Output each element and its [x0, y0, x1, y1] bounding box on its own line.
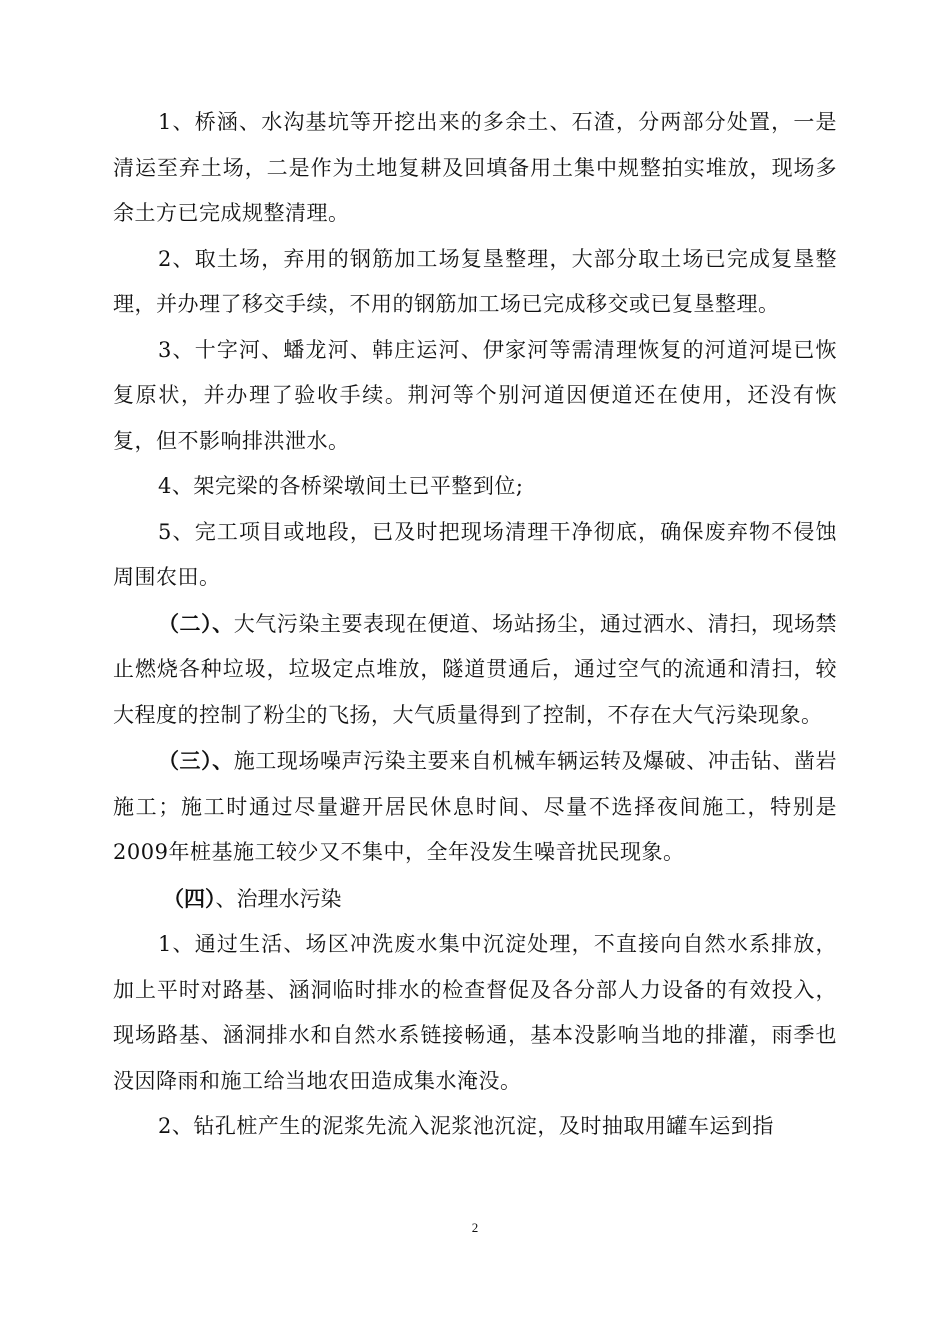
paragraph-text: 施工现场噪声污染主要来自机械车辆运转及爆破、冲击钻、凿岩施工；施工时通过尽量避开居民休息时间、尽量不选择夜间施工，特别是2009年桩基施工较少又不集中，全年没发生噪音扰民现象。: [113, 749, 838, 864]
paragraph-spoil-disposal: 1、桥涵、水沟基坑等开挖出来的多余土、石渣，分两部分处置，一是清运至弃土场，二是作为土地复耕及回填备用土集中规整拍实堆放，现场多余土方已完成规整清理。: [113, 110, 837, 225]
paragraph-borrow-pit: 2、取土场，弃用的钢筋加工场复垦整理，大部分取土场已完成复垦整理，并办理了移交手续，不用的钢筋加工场已完成移交或已复垦整理。: [113, 246, 837, 316]
section-heading-water: [113, 876, 837, 923]
page-number: 2: [471, 1220, 479, 1235]
paragraph-noise-pollution: [113, 738, 837, 876]
paragraph-slurry: 2、钻孔桩产生的泥浆先流入泥浆池沉淀，及时抽取用罐车运到指: [158, 1114, 774, 1138]
paragraph-air-pollution: [113, 601, 837, 739]
section-label-4: （四）: [163, 885, 216, 911]
document-body: [113, 100, 837, 1150]
paragraph-text: 大气污染主要表现在便道、场站扬尘，通过洒水、清扫，现场禁止燃烧各种垃圾，垃圾定点堆放，隧道贯通后，通过空气的流通和清扫，较大程度的控制了粉尘的飞扬，大气质量得到了控制，不存在大气污染现象。: [113, 611, 838, 727]
paragraph-site-cleanup: 5、完工项目或地段，已及时把现场清理干净彻底，确保废弃物不侵蚀周围农田。: [113, 519, 837, 589]
heading-text: 、治理水污染: [215, 886, 342, 911]
section-label-2: （二）、: [158, 610, 234, 636]
paragraph-river-restoration: 3、十字河、蟠龙河、韩庄运河、伊家河等需清理恢复的河道河堤已恢复原状，并办理了验收手续。荆河等个别河道因便道还在使用，还没有恢复，但不影响排洪泄水。: [113, 337, 837, 453]
paragraph-pier-soil: 4、架完梁的各桥梁墩间土已平整到位;: [158, 474, 524, 498]
paragraph-wastewater: 1、通过生活、场区冲洗废水集中沉淀处理，不直接向自然水系排放，加上平时对路基、涵洞临时排水的检查督促及各分部人力设备的有效投入，现场路基、涵洞排水和自然水系链接畅通，基本没影响当地的排灌，雨季也没因降雨和施工给当地农田造成集水淹没。: [113, 932, 837, 1093]
section-label-3: （三）、: [158, 748, 234, 773]
